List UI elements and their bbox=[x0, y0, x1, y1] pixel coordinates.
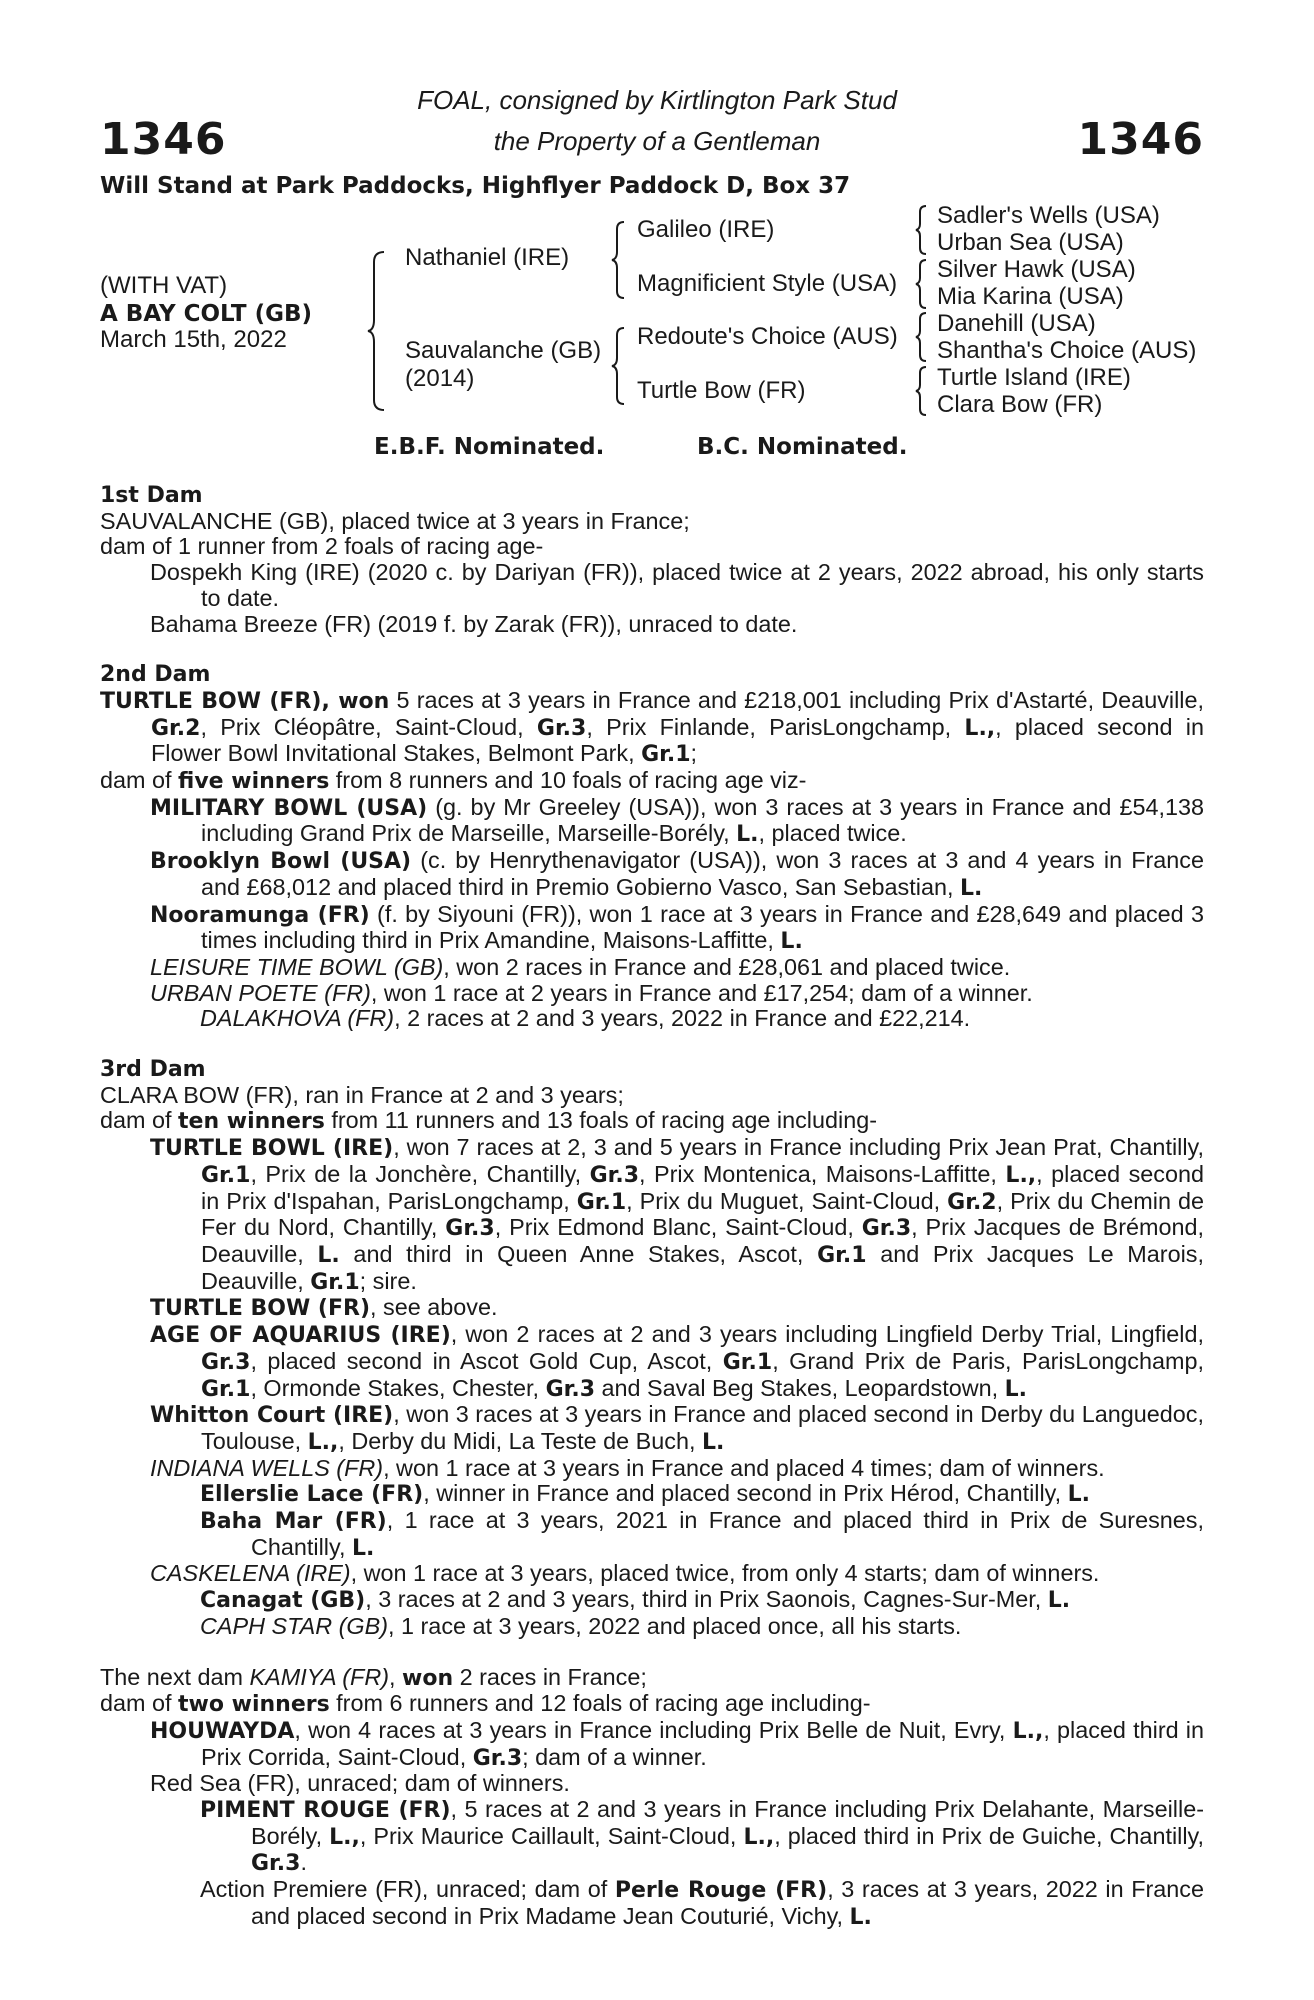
ancestor-8: Clara Bow (FR) bbox=[937, 391, 1103, 418]
ancestor-5: Danehill (USA) bbox=[937, 310, 1096, 337]
next-dam-section bbox=[100, 1665, 1204, 1931]
dam-produce-summary: dam of two winners from 6 runners and 12 foals of racing age including- bbox=[100, 1690, 871, 1718]
pedigree-bracket-main bbox=[366, 250, 388, 412]
third-dam-section bbox=[100, 1057, 1204, 1639]
produce-entry: AGE OF AQUARIUS (IRE), won 2 races at 2 and 3 years including Lingfield Derby Trial, Lingfield, Gr.3, placed second in Ascot Gold Cup, Ascot, Gr.1, Grand Prix de Paris, ParisLongchamp, Gr.1, Ormonde Stakes, Chester, Gr.3 and Saval Beg Stakes, Leopardstown, L. bbox=[150, 1321, 1205, 1402]
pedigree-bracket-dam bbox=[610, 326, 628, 406]
comma: , bbox=[321, 688, 339, 714]
produce-entry: MILITARY BOWL (USA) (g. by Mr Greeley (USA)), won 3 races at 3 years in France and £54,138 including Grand Prix de Marseille, Marseille-Borély, L., placed twice. bbox=[150, 793, 1204, 848]
ancestor-3: Silver Hawk (USA) bbox=[937, 256, 1136, 283]
produce-entry: CAPH STAR (GB), 1 race at 3 years, 2022 and placed once, all his starts. bbox=[200, 1612, 962, 1639]
ebf-nominated: E.B.F. Nominated. bbox=[374, 434, 605, 460]
produce-entry: URBAN POETE (FR), won 1 race at 2 years in France and £17,254; dam of a winner. bbox=[150, 979, 1033, 1006]
produce-entry: INDIANA WELLS (FR), won 1 race at 3 years in France and placed 4 times; dam of winners. bbox=[150, 1454, 1105, 1481]
produce-entry: Canagat (GB), 3 races at 2 and 3 years, third in Prix Saonois, Cagnes-Sur-Mer, L. bbox=[200, 1586, 1071, 1614]
section-heading: 2nd Dam bbox=[100, 662, 211, 688]
produce-entry: PIMENT ROUGE (FR), 5 races at 2 and 3 years in France including Prix Delahante, Marseille-Borély, L.,, Prix Maurice Caillault, Saint-Cloud, L.,, placed third in Prix de Guiche, Chantilly, Gr.3. bbox=[200, 1796, 1204, 1877]
section-heading: 1st Dam bbox=[100, 483, 203, 508]
lot-number-right: 1346 bbox=[1077, 114, 1204, 165]
produce-entry: HOUWAYDA, won 4 races at 3 years in France including Prix Belle de Nuit, Evry, L.,, placed third in Prix Corrida, Saint-Cloud, Gr.3; dam of a winner. bbox=[150, 1716, 1204, 1771]
ancestor-6: Shantha's Choice (AUS) bbox=[937, 337, 1197, 364]
pedigree-sire: Nathaniel (IRE) bbox=[405, 244, 570, 271]
granddam-maternal: Turtle Bow (FR) bbox=[637, 377, 806, 404]
bc-nominated: B.C. Nominated. bbox=[697, 434, 908, 460]
stand-location: Will Stand at Park Paddocks, Highflyer Paddock D, Box 37 bbox=[100, 173, 851, 199]
owner-line: the Property of a Gentleman bbox=[493, 126, 821, 156]
section-heading: 3rd Dam bbox=[100, 1057, 206, 1083]
vat-note: (WITH VAT) bbox=[100, 272, 228, 299]
dam-summary: CLARA BOW (FR), ran in France at 2 and 3 years; bbox=[100, 1081, 624, 1108]
pedigree-dam: Sauvalanche (GB) bbox=[405, 337, 602, 364]
grandsire-maternal: Redoute's Choice (AUS) bbox=[637, 323, 898, 350]
grandsire-paternal: Galileo (IRE) bbox=[637, 216, 775, 243]
ancestor-1: Sadler's Wells (USA) bbox=[937, 202, 1160, 229]
dam-summary: The next dam KAMIYA (FR), won 2 races in France; bbox=[100, 1663, 647, 1691]
produce-entry: Brooklyn Bowl (USA) (c. by Henrythenavigator (USA)), won 3 races at 3 and 4 years in France and £68,012 and placed third in Premio Gobierno Vasco, San Sebastian, L. bbox=[150, 847, 1205, 901]
produce-entry: Baha Mar (FR), 1 race at 3 years, 2021 in France and placed third in Prix de Suresnes, Chantilly, L. bbox=[200, 1507, 1204, 1561]
horse-name: A BAY COLT (GB) bbox=[100, 301, 313, 327]
produce-entry: Whitton Court (IRE), won 3 races at 3 years in France and placed second in Derby du Languedoc, Toulouse, L.,, Derby du Midi, La Teste de Buch, L. bbox=[150, 1401, 1204, 1455]
lot-number-left: 1346 bbox=[100, 114, 227, 165]
second-dam-section bbox=[100, 662, 1204, 1032]
pedigree-bracket-g2 bbox=[914, 258, 930, 310]
pedigree-bracket-g1 bbox=[914, 204, 930, 256]
produce-entry: Nooramunga (FR) (f. by Siyouni (FR)), won 1 race at 3 years in France and £28,649 and placed 3 times including third in Prix Amandine, Maisons-Laffitte, L. bbox=[150, 900, 1204, 955]
produce-entry: TURTLE BOW (FR), see above. bbox=[150, 1294, 498, 1322]
ancestor-4: Mia Karina (USA) bbox=[937, 283, 1124, 310]
horse-name: TURTLE BOW (FR) bbox=[100, 688, 322, 714]
dam-produce-summary: dam of 1 runner from 2 foals of racing age- bbox=[100, 533, 544, 560]
granddam-paternal: Magnificient Style (USA) bbox=[637, 270, 898, 297]
dam-record: TURTLE BOW (FR), won 5 races at 3 years in France and £218,001 including Prix d'Astarté, Deauville, Gr.2, Prix Cléopâtre, Saint-Cloud, Gr.3, Prix Finlande, ParisLongchamp, L.,, placed second in Flower Bowl Invitational Stakes, Belmont Park, Gr.1; bbox=[100, 686, 1204, 768]
produce-entry: Bahama Breeze (FR) (2019 f. by Zarak (FR)), unraced to date. bbox=[150, 610, 798, 637]
produce-entry: LEISURE TIME BOWL (GB), won 2 races in France and £28,061 and placed twice. bbox=[150, 953, 1011, 980]
catalogue-body bbox=[100, 483, 1204, 1931]
foaling-date: March 15th, 2022 bbox=[100, 326, 287, 353]
dam-produce-summary: dam of ten winners from 11 runners and 13 foals of racing age including- bbox=[100, 1107, 878, 1135]
produce-entry: Action Premiere (FR), unraced; dam of Perle Rouge (FR), 3 races at 3 years, 2022 in France and placed second in Prix Madame Jean Couturié, Vichy, L. bbox=[200, 1876, 1204, 1930]
pedigree-dam-year: (2014) bbox=[405, 365, 475, 392]
produce-entry: Ellerslie Lace (FR), winner in France and placed second in Prix Hérod, Chantilly, L. bbox=[200, 1480, 1091, 1508]
first-dam-section bbox=[100, 483, 1204, 637]
dam-summary: SAUVALANCHE (GB), placed twice at 3 years in France; bbox=[100, 507, 690, 534]
produce-entry: DALAKHOVA (FR), 2 races at 2 and 3 years, 2022 in France and £22,214. bbox=[200, 1005, 971, 1032]
dam-produce-summary: dam of five winners from 8 runners and 10 foals of racing age viz- bbox=[100, 767, 807, 795]
pedigree-bracket-g3 bbox=[914, 311, 930, 363]
produce-entry: Dospekh King (IRE) (2020 c. by Dariyan (FR)), placed twice at 2 years, 2022 abroad, his only starts to date. bbox=[150, 559, 1204, 611]
produce-entry: Red Sea (FR), unraced; dam of winners. bbox=[150, 1770, 570, 1797]
produce-entry: CASKELENA (IRE), won 1 race at 3 years, placed twice, from only 4 starts; dam of winners. bbox=[150, 1560, 1100, 1587]
pedigree-bracket-g4 bbox=[914, 365, 930, 417]
ancestor-2: Urban Sea (USA) bbox=[937, 229, 1124, 256]
pedigree-bracket-sire bbox=[610, 220, 628, 300]
produce-entry: TURTLE BOWL (IRE), won 7 races at 2, 3 and 5 years in France including Prix Jean Prat, Chantilly, Gr.1, Prix de la Jonchère, Chantilly, Gr.3, Prix Montenica, Maisons-Laffitte, L.,, placed second in Prix d'Ispahan, ParisLongchamp, Gr.1, Prix du Muguet, Saint-Cloud, Gr.2, Prix du Chemin de Fer du Nord, Chantilly, Gr.3, Prix Edmond Blanc, Saint-Cloud, Gr.3, Prix Jacques de Brémond, Deauville, L. and third in Queen Anne Stakes, Ascot, Gr.1 and Prix Jacques Le Marois, Deauville, Gr.1; sire. bbox=[150, 1134, 1205, 1295]
ancestor-7: Turtle Island (IRE) bbox=[937, 364, 1131, 391]
consignor-line: FOAL, consigned by Kirtlington Park Stud bbox=[417, 85, 897, 115]
